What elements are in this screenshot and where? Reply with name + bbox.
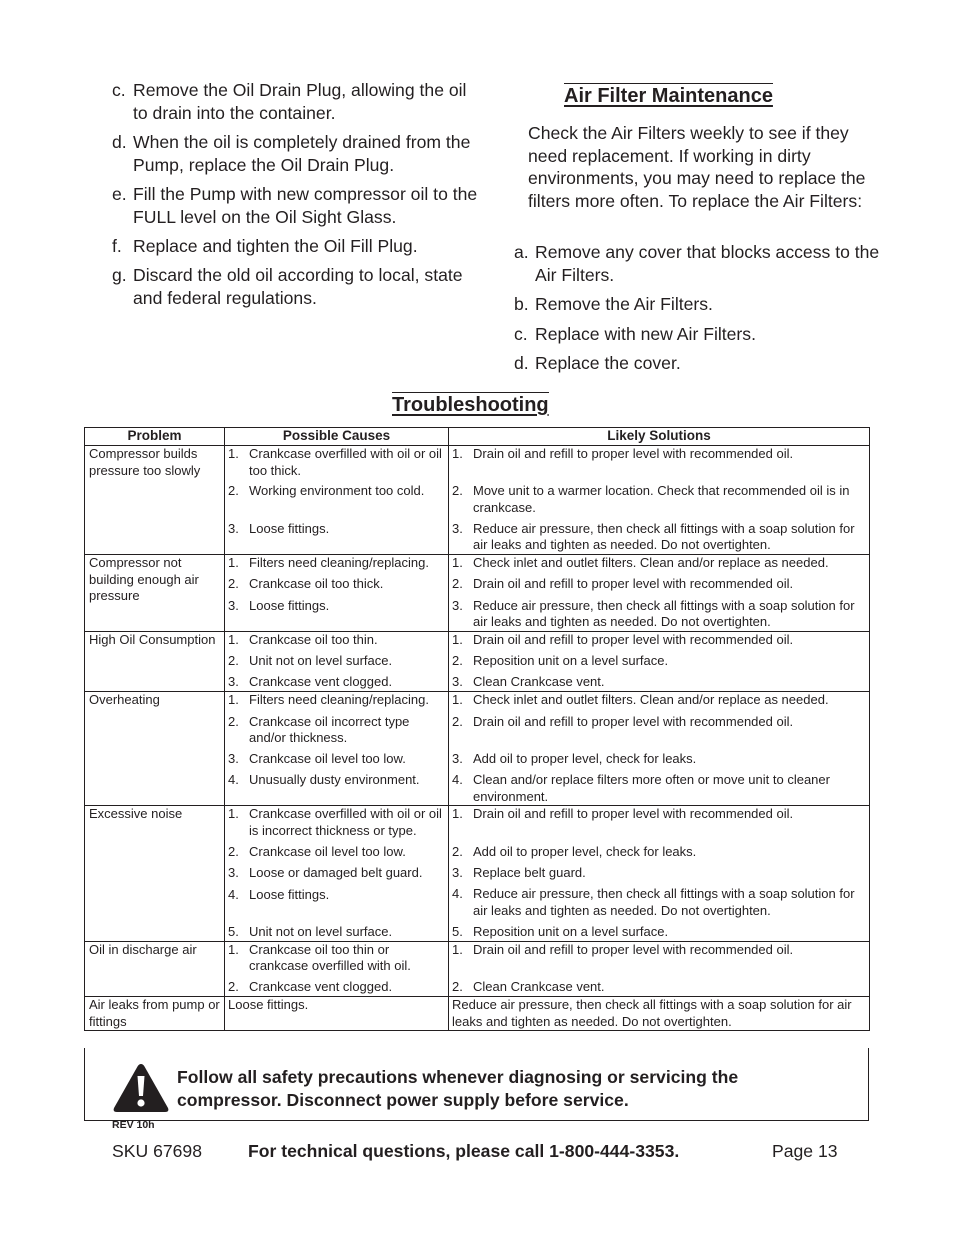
safety-warning-text: Follow all safety precautions whenever diagnosing or servicing the compressor. Disconnect power supply before service. <box>177 1067 739 1110</box>
causes-cell <box>225 631 449 692</box>
solutions-cell <box>449 806 870 941</box>
solutions-cell <box>449 631 870 692</box>
causes-cell <box>225 941 449 996</box>
cause-item: 1. Crankcase oil too thin. <box>228 631 378 647</box>
causes-list <box>228 692 445 805</box>
step-item: d. Replace the cover. <box>514 353 681 373</box>
table-header-row <box>85 428 870 446</box>
solution-item: 2. Move unit to a warmer location. Check that recommended oil is in crankcase. <box>452 483 850 515</box>
cause-item: 3. Crankcase vent clogged. <box>228 674 393 690</box>
table-row <box>85 806 870 941</box>
solution-item: 2. Drain oil and refill to proper level with recommended oil. <box>452 576 794 592</box>
solutions-list <box>452 806 866 940</box>
solution-item: 3. Replace belt guard. <box>452 865 586 881</box>
step-item: d. When the oil is completely drained from the Pump, replace the Oil Drain Plug. <box>112 132 471 175</box>
table-row <box>85 941 870 996</box>
solutions-cell <box>449 941 870 996</box>
problem-cell: Overheating <box>85 692 225 806</box>
solutions-list <box>452 942 866 996</box>
solution-item: 2. Clean Crankcase vent. <box>452 979 605 995</box>
table-row <box>85 997 870 1031</box>
table-row <box>85 554 870 631</box>
air-filter-heading: Air Filter Maintenance <box>564 85 773 107</box>
solution-item: 3. Add oil to proper level, check for leaks. <box>452 750 697 766</box>
table-row <box>85 692 870 806</box>
causes-list <box>228 942 445 996</box>
cause-item: 1. Filters need cleaning/replacing. <box>228 692 429 708</box>
problem-cell: High Oil Consumption <box>85 631 225 692</box>
cause-item: 3. Crankcase oil level too low. <box>228 751 406 767</box>
solution-item: 1. Check inlet and outlet filters. Clean and/or replace as needed. <box>452 692 829 708</box>
table-body <box>85 446 870 997</box>
cause-item: 3. Loose or damaged belt guard. <box>228 865 423 881</box>
solution-item: 3. Reduce air pressure, then check all fittings with a soap solution for air leaks and tighten as needed. Do not overtighten. <box>452 520 855 553</box>
problem-cell: Air leaks from pump or fittings <box>85 997 225 1031</box>
causes-cell <box>225 692 449 806</box>
step-item: f. Replace and tighten the Oil Fill Plug. <box>112 236 418 256</box>
troubleshooting-table <box>84 427 870 1031</box>
safety-warning-box <box>84 1048 869 1121</box>
solutions-list <box>452 692 866 805</box>
cause-item: 2. Crankcase oil too thick. <box>228 576 384 592</box>
step-item: a. Remove any cover that blocks access to the Air Filters. <box>514 242 880 285</box>
causes-list <box>228 632 445 692</box>
causes-cell <box>225 554 449 631</box>
page-number: Page 13 <box>772 1141 838 1161</box>
causes-list <box>228 806 445 940</box>
solutions-cell <box>449 446 870 555</box>
table-row <box>85 631 870 692</box>
oil-change-steps <box>112 79 482 316</box>
solution-item: 4. Clean and/or replace filters more often or move unit to cleaner environment. <box>452 772 830 804</box>
solutions-cell <box>449 692 870 806</box>
solutions-list <box>452 555 866 631</box>
cause-item: 1. Crankcase oil too thin or crankcase overfilled with oil. <box>228 941 411 974</box>
revision-label: REV 10h <box>112 1119 155 1131</box>
causes-list <box>228 446 445 554</box>
solution-item: 1. Drain oil and refill to proper level with recommended oil. <box>452 941 794 957</box>
causes-list <box>228 555 445 631</box>
step-item: c. Remove the Oil Drain Plug, allowing the oil to drain into the container. <box>112 80 467 123</box>
solution-item: 5. Reposition unit on a level surface. <box>452 923 669 939</box>
cause-item: 2. Crankcase vent clogged. <box>228 979 393 995</box>
solution-item: 2. Add oil to proper level, check for leaks. <box>452 843 697 859</box>
cause-item: 3. Loose fittings. <box>228 597 330 613</box>
exclamation-triangle-icon <box>112 1062 170 1114</box>
problem-cell: Compressor builds pressure too slowly <box>85 446 225 555</box>
cause-item: 1. Filters need cleaning/replacing. <box>228 554 429 570</box>
solutions-list <box>452 446 866 554</box>
problem-cell: Compressor not building enough air pressure <box>85 554 225 631</box>
solution-item: 4. Reduce air pressure, then check all fittings with a soap solution for air leaks and tighten as needed. Do not overtighten. <box>452 886 855 918</box>
problem-cell: Excessive noise <box>85 806 225 941</box>
solution-item: 1. Drain oil and refill to proper level with recommended oil. <box>452 631 794 647</box>
cause-item: 1. Crankcase overfilled with oil or oil is incorrect thickness or type. <box>228 806 442 839</box>
solution-item: 1. Drain oil and refill to proper level with recommended oil. <box>452 806 794 822</box>
causes-cell <box>225 806 449 941</box>
troubleshooting-heading: Troubleshooting <box>392 394 549 416</box>
step-item: b. Remove the Air Filters. <box>514 294 713 314</box>
solutions-cell <box>449 554 870 631</box>
cause-item: 4. Loose fittings. <box>228 886 330 902</box>
sku-number: SKU 67698 <box>112 1141 202 1161</box>
solution-item: 3. Clean Crankcase vent. <box>452 674 605 690</box>
solution-item: 1. Drain oil and refill to proper level with recommended oil. <box>452 446 794 461</box>
cause-item: 2. Crankcase oil incorrect type and/or thickness. <box>228 713 410 746</box>
solutions-list <box>452 632 866 692</box>
cause-cell: Loose fittings. <box>225 997 449 1031</box>
air-filter-steps <box>514 241 884 382</box>
solution-cell: Reduce air pressure, then check all fittings with a soap solution for air leaks and tighten as needed. Do not overtighten. <box>449 997 870 1031</box>
column-header-problem: Problem <box>85 428 225 446</box>
cause-item: 3. Loose fittings. <box>228 520 330 536</box>
air-filter-intro: Check the Air Filters weekly to see if they need replacement. If working in dirty environments, you may need to replace the filters more often. To replace the Air Filters: <box>528 123 866 211</box>
problem-cell: Oil in discharge air <box>85 941 225 996</box>
cause-item: 2. Unit not on level surface. <box>228 653 393 669</box>
solution-item: 3. Reduce air pressure, then check all fittings with a soap solution for air leaks and tighten as needed. Do not overtighten. <box>452 597 855 630</box>
step-item: c. Replace with new Air Filters. <box>514 323 756 344</box>
column-header-solutions: Likely Solutions <box>449 428 870 446</box>
column-header-causes: Possible Causes <box>225 428 449 446</box>
cause-item: 4. Unusually dusty environment. <box>228 772 420 788</box>
solution-item: 2. Drain oil and refill to proper level with recommended oil. <box>452 713 794 729</box>
step-item: e. Fill the Pump with new compressor oil to the FULL level on the Oil Sight Glass. <box>112 184 478 227</box>
cause-item: 1. Crankcase overfilled with oil or oil too thick. <box>228 446 442 478</box>
solution-item: 1. Check inlet and outlet filters. Clean and/or replace as needed. <box>452 554 829 570</box>
table-row <box>85 446 870 555</box>
cause-item: 5. Unit not on level surface. <box>228 923 393 939</box>
solution-item: 2. Reposition unit on a level surface. <box>452 653 669 669</box>
causes-cell <box>225 446 449 555</box>
cause-item: 2. Crankcase oil level too low. <box>228 843 406 859</box>
cause-item: 2. Working environment too cold. <box>228 483 425 499</box>
step-item: g. Discard the old oil according to local, state and federal regulations. <box>112 265 463 308</box>
tech-support-line: For technical questions, please call 1-800-444-3353. <box>248 1141 680 1161</box>
